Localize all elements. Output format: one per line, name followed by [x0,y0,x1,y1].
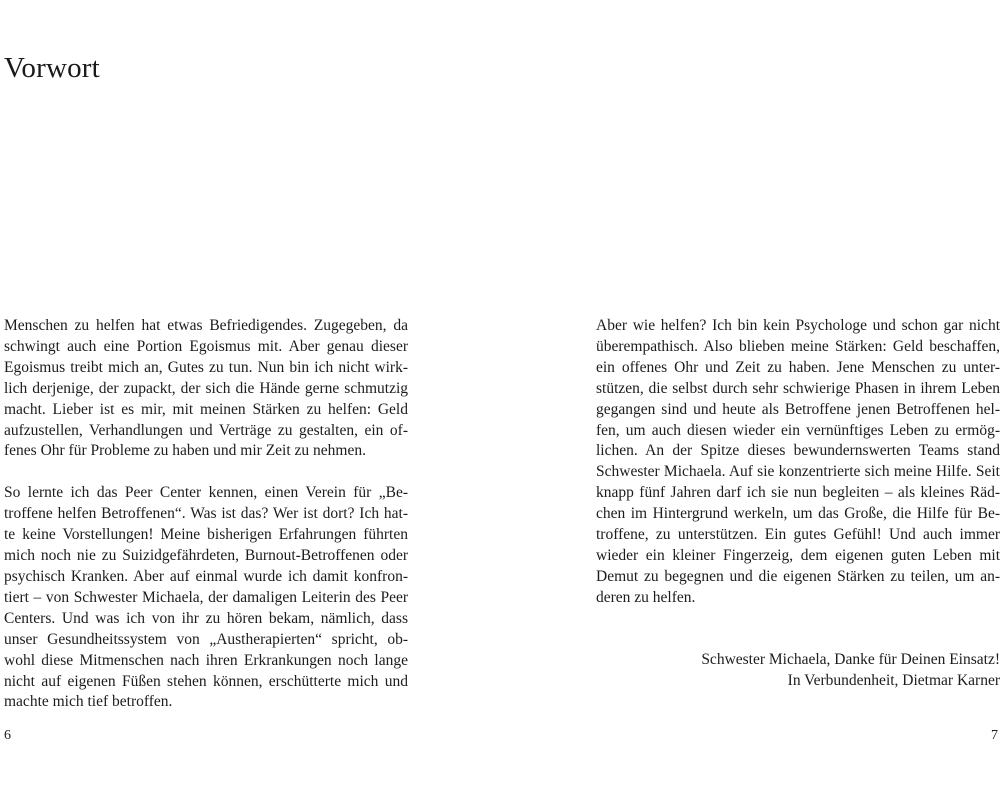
text-line: machte mich tief betroffen. [4,693,173,711]
text-line: Menschen zu helfen hat etwas Befriedigendes. Zugegeben, da [4,317,408,334]
text-line: Aber wie helfen? Ich bin kein Psychologe und schon gar nicht [596,317,1000,334]
text-line: mich noch nie zu Suizidgefährdeten, Burnout-Betroffenen oder [4,547,408,565]
text-line: deren zu helfen. [596,588,696,606]
text-line: stützen, die selbst durch sehr schwierige Phasen in ihrem Leben [596,379,1000,397]
signature-author: In Verbundenheit, Dietmar Karner [787,671,1000,689]
text-line: Centers. Und was ich von ihr zu hören bekam, nämlich, dass [4,609,408,627]
signature-thanks: Schwester Michaela, Danke für Deinen Einsatz! [701,651,1000,668]
text-line: macht. Lieber ist es mir, mit meinen Stärken zu helfen: Geld [4,400,408,418]
text-line: psychisch Kranken. Aber auf einmal wurde ich damit konfron- [4,567,408,585]
text-line: Demut zu begegnen und die eigenen Stärken zu teilen, um an- [596,567,1000,585]
text-line: troffene helfen Betroffenen“. Was ist das? Wer ist dort? Ich hat- [4,505,408,523]
right-page-body [596,316,1000,630]
text-line: gegangen sind und heute als Betroffene jenen Betroffenen hel- [596,400,1000,418]
signature-block [596,650,1000,692]
page-number-left: 6 [4,728,11,743]
text-line: troffene, zu unterstützen. Ein gutes Gefühl! Und auch immer [596,526,1000,544]
left-page-body [4,316,408,734]
text-line: fenes Ohr für Probleme zu haben und mir Zeit zu nehmen. [4,442,366,460]
text-line: aufzustellen, Verhandlungen und Verträge zu gestalten, ein of- [4,421,408,439]
text-line: So lernte ich das Peer Center kennen, einen Verein für „Be- [4,484,408,502]
text-line: lich derjenige, der zupackt, der sich die Hände gerne schmutzig [4,379,408,397]
chapter-heading: Vorwort [4,52,100,84]
text-line: te keine Vorstellungen! Meine bisherigen Erfahrungen führten [4,526,408,544]
paragraph-peer-center [4,483,408,713]
text-line: nicht auf eigenen Füßen stehen können, erschütterte mich und [4,672,408,690]
paragraph-intro [4,316,408,462]
text-line: Schwester Michaela. Auf sie konzentrierte sich meine Hilfe. Seit [596,463,1000,481]
text-line: wohl diese Mitmenschen nach ihren Erkrankungen noch lange [4,651,408,669]
paragraph-how-to-help [596,316,1000,609]
text-line: fen, um auch diesen wieder ein vernünftiges Leben zu ermög- [596,421,1000,439]
text-line: schwingt auch eine Portion Egoismus mit. Aber genau dieser [4,337,408,355]
text-line: unser Gesundheitssystem von „Austherapierten“ spricht, ob- [4,630,408,648]
text-line: chen im Hintergrund werkeln, um das Große, die Hilfe für Be- [596,505,1000,523]
page-number-right: 7 [991,728,998,743]
text-line: ein offenes Ohr und Zeit zu haben. Jene Menschen zu unter- [596,358,1000,376]
text-line: tiert – von Schwester Michaela, der damaligen Leiterin des Peer [4,588,408,606]
text-line: lichen. An der Spitze dieses bewundernswerten Teams stand [596,442,1000,460]
text-line: wieder ein kleiner Fingerzeig, dem eigenen guten Leben mit [596,546,1000,564]
text-line: Egoismus treibt mich an, Gutes zu tun. Nun bin ich nicht wirk- [4,358,408,376]
text-line: überempathisch. Also blieben meine Stärken: Geld beschaffen, [596,337,1000,355]
text-line: knapp fünf Jahren darf ich sie nun begleiten – als kleines Räd- [596,484,1000,502]
